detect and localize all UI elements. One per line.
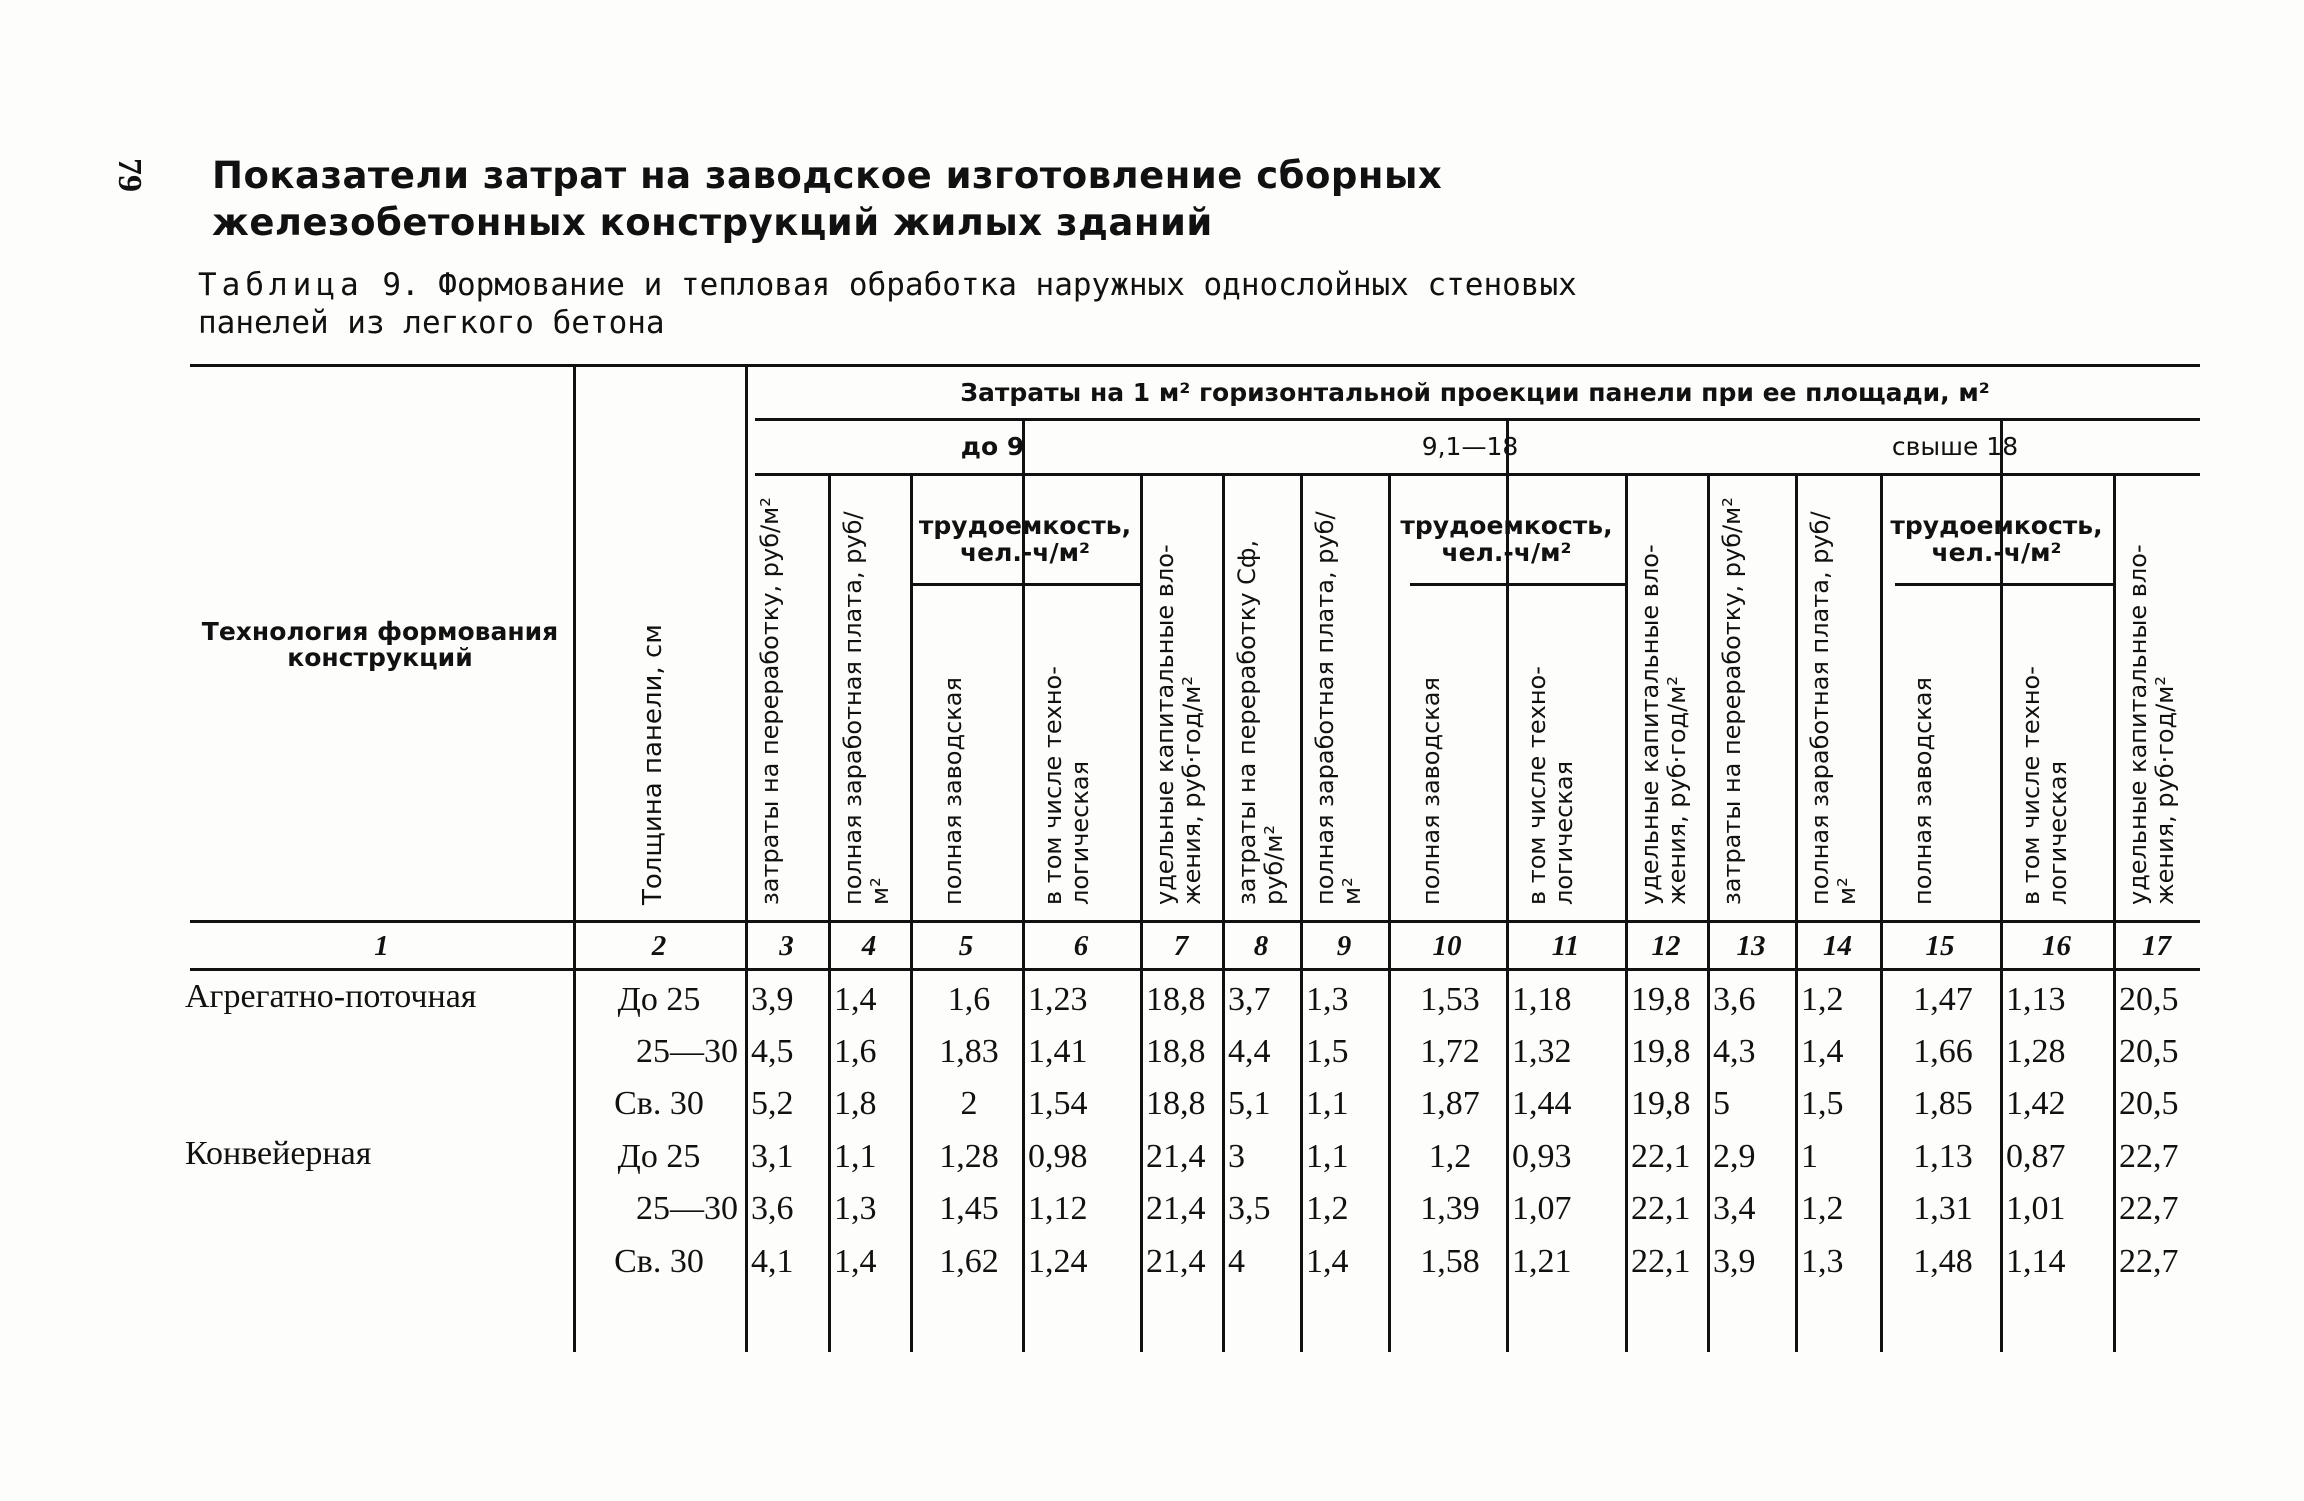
table-cell: 1,87	[1420, 1085, 1480, 1122]
table-cell: 18,8	[1146, 1085, 1206, 1122]
table-cell: 1,4	[834, 1243, 877, 1280]
table-cell: 1,8	[834, 1085, 877, 1122]
wages-header: полная заработная плата, руб/м²	[1311, 511, 1366, 905]
table-cell: 3,9	[1713, 1243, 1756, 1280]
table-cell: 3,1	[751, 1138, 794, 1175]
table-cell: 1,31	[1913, 1190, 1973, 1227]
labor-tech-header: в том числе техно- логическая	[1523, 666, 1578, 905]
column-number: 8	[1253, 929, 1269, 962]
table-cell: 1,54	[1028, 1085, 1088, 1122]
table-cell: 1,18	[1512, 981, 1572, 1018]
table-cell: 1,48	[1913, 1243, 1973, 1280]
column-number: 6	[1073, 929, 1089, 962]
technology-header: Технология формования конструкций	[201, 617, 559, 672]
column-number: 13	[1736, 929, 1766, 962]
table-cell: 21,4	[1146, 1190, 1206, 1227]
table-cell: 4	[1228, 1243, 1245, 1280]
table-cell: 3,6	[751, 1190, 794, 1227]
rule	[755, 418, 2200, 421]
table-cell: 3,9	[751, 981, 794, 1018]
rule	[1410, 583, 1625, 586]
table-cell: 4,1	[751, 1243, 794, 1280]
processing-cost-header: затраты на переработку Сф, руб/м²	[1233, 539, 1288, 905]
table-cell: 1,23	[1028, 981, 1088, 1018]
table-cell: 3,6	[1713, 981, 1756, 1018]
table-cell: 1,47	[1913, 981, 1973, 1018]
technology-label: Конвейерная	[185, 1135, 372, 1172]
table-cell: 1,28	[939, 1138, 999, 1175]
thickness-header: Толщина панели, см	[638, 624, 668, 905]
labor-header: трудоемкость, чел.-ч/м²	[1400, 511, 1613, 567]
table-cell: 1,5	[1801, 1085, 1844, 1122]
column-number: 12	[1651, 929, 1681, 962]
labor-tech-header: в том числе техно- логическая	[2017, 666, 2072, 905]
table-cell: 1,4	[1306, 1243, 1349, 1280]
table-cell: 1,01	[2006, 1190, 2066, 1227]
column-numbers-rule	[190, 968, 2200, 971]
column-number: 2	[651, 929, 667, 962]
table-cell: 1,2	[1306, 1190, 1349, 1227]
rule	[1895, 583, 2113, 586]
table-cell: 1,13	[2006, 981, 2066, 1018]
table-cell: 1,85	[1913, 1085, 1973, 1122]
processing-cost-header: затраты на переработку, руб/м²	[1718, 497, 1746, 905]
column-number: 15	[1925, 929, 1955, 962]
table-cell: 19,8	[1631, 1033, 1691, 1070]
table-cell: 1,2	[1801, 1190, 1844, 1227]
table-top-rule	[190, 364, 2200, 367]
table-cell: 22,7	[2119, 1190, 2179, 1227]
column-number: 9	[1336, 929, 1352, 962]
table-cell: 1	[1801, 1138, 1818, 1175]
costs-group-header: Затраты на 1 м² горизонтальной проекции панели при ее площади, м²	[960, 377, 1990, 407]
table-cell: 1,21	[1512, 1243, 1572, 1280]
table-cell: 1,3	[834, 1190, 877, 1227]
thickness-value: До 25	[617, 981, 701, 1018]
labor-header: трудоемкость, чел.-ч/м²	[918, 511, 1132, 567]
labor-total-header: полная заводская	[1909, 677, 1937, 905]
wages-header: полная заработная плата, руб/м²	[1806, 511, 1861, 905]
table-cell: 20,5	[2119, 1085, 2179, 1122]
table-cell: 5	[1713, 1085, 1730, 1122]
table-cell: 5,2	[751, 1085, 794, 1122]
table-cell: 1,58	[1420, 1243, 1480, 1280]
capital-header: удельные капитальные вло- жения, руб·год/м²	[1151, 544, 1206, 905]
column-number: 17	[2142, 929, 2171, 962]
table-cell: 19,8	[1631, 981, 1691, 1018]
column-number: 11	[1551, 929, 1580, 962]
table-cell: 21,4	[1146, 1138, 1206, 1175]
table-cell: 20,5	[2119, 981, 2179, 1018]
labor-total-header: полная заводская	[1417, 677, 1445, 905]
table-cell: 1,1	[1306, 1138, 1349, 1175]
rule	[755, 473, 2200, 476]
table-cell: 22,1	[1631, 1243, 1691, 1280]
table-cell: 0,87	[2006, 1138, 2066, 1175]
table-cell: 1,2	[1428, 1138, 1472, 1175]
table-cell: 0,93	[1512, 1138, 1572, 1175]
column-number: 4	[861, 929, 877, 962]
table-cell: 1,4	[1801, 1033, 1844, 1070]
table-cell: 1,1	[834, 1138, 877, 1175]
thickness-value: До 25	[617, 1138, 701, 1175]
labor-header: трудоемкость, чел.-ч/м²	[1890, 511, 2103, 567]
table-cell: 3	[1228, 1138, 1245, 1175]
table-cell: 18,8	[1146, 1033, 1206, 1070]
column-number: 16	[2042, 929, 2071, 962]
table-cell: 22,1	[1631, 1190, 1691, 1227]
table-cell: 1,44	[1512, 1085, 1572, 1122]
column-number: 3	[779, 929, 794, 962]
table-cell: 1,6	[947, 981, 991, 1018]
table-cell: 1,83	[939, 1033, 999, 1070]
table-cell: 1,4	[834, 981, 877, 1018]
rule	[573, 364, 576, 1352]
table-cell: 3,5	[1228, 1190, 1271, 1227]
title-line-1: Показатели затрат на заводское изготовление сборных	[212, 154, 1443, 197]
table-cell: 3,7	[1228, 981, 1271, 1018]
table-cell: 1,3	[1306, 981, 1349, 1018]
area-group-header: 9,1—18	[1421, 431, 1519, 461]
caption-text-1: 9. Формование и тепловая обработка наружных однослойных стеновых	[363, 267, 1577, 303]
wages-header: полная заработная плата, руб/м²	[839, 511, 894, 905]
caption-line-2: панелей из легкого бетона	[198, 305, 665, 341]
column-number: 14	[1823, 929, 1852, 962]
caption-lead: Таблица	[198, 267, 364, 303]
title-line-2: железобетонных конструкций жилых зданий	[212, 201, 1213, 244]
table-cell: 1,45	[939, 1190, 999, 1227]
table-cell: 19,8	[1631, 1085, 1691, 1122]
table-cell: 1,07	[1512, 1190, 1572, 1227]
table-cell: 21,4	[1146, 1243, 1206, 1280]
table-cell: 1,24	[1028, 1243, 1088, 1280]
table-cell: 1,6	[834, 1033, 877, 1070]
table-cell: 20,5	[2119, 1033, 2179, 1070]
labor-tech-header: в том числе техно- логическая	[1039, 666, 1094, 905]
table-cell: 2,9	[1713, 1138, 1756, 1175]
thickness-value: 25—30	[636, 1033, 738, 1070]
labor-total-header: полная заводская	[939, 677, 967, 905]
header-bottom-rule	[190, 920, 2200, 923]
table-cell: 22,7	[2119, 1243, 2179, 1280]
processing-cost-header: затраты на переработку, руб/м²	[756, 497, 784, 905]
table-cell: 1,1	[1306, 1085, 1349, 1122]
technology-label: Агрегатно-поточная	[185, 978, 477, 1015]
table-cell: 1,72	[1420, 1033, 1480, 1070]
table-cell: 1,39	[1420, 1190, 1480, 1227]
table-cell: 3,4	[1713, 1190, 1756, 1227]
table-cell: 1,32	[1512, 1033, 1572, 1070]
table-cell: 1,42	[2006, 1085, 2066, 1122]
table-cell: 1,28	[2006, 1033, 2066, 1070]
area-group-header: до 9	[960, 431, 1025, 461]
table-cell: 4,5	[751, 1033, 794, 1070]
table-cell: 1,62	[939, 1243, 999, 1280]
capital-header: удельные капитальные вло- жения, руб·год/м²	[2124, 544, 2179, 905]
table-cell: 1,2	[1801, 981, 1844, 1018]
table-cell: 1,66	[1913, 1033, 1973, 1070]
table-cell: 1,14	[2006, 1243, 2066, 1280]
thickness-value: 25—30	[636, 1190, 738, 1227]
table-cell: 5,1	[1228, 1085, 1271, 1122]
table-cell: 1,13	[1913, 1138, 1973, 1175]
page-number: 79	[111, 158, 148, 192]
area-group-header: свыше 18	[1891, 431, 2019, 461]
table-cell: 1,41	[1028, 1033, 1088, 1070]
column-number: 5	[958, 929, 974, 962]
rule	[910, 583, 1140, 586]
thickness-value: Св. 30	[614, 1243, 704, 1280]
table-cell: 2	[960, 1085, 978, 1122]
table-cell: 1,5	[1306, 1033, 1349, 1070]
capital-header: удельные капитальные вло- жения, руб·год/м²	[1636, 544, 1691, 905]
table-cell: 0,98	[1028, 1138, 1088, 1175]
table-cell: 22,7	[2119, 1138, 2179, 1175]
table-cell: 1,12	[1028, 1190, 1088, 1227]
table-cell: 18,8	[1146, 981, 1206, 1018]
thickness-value: Св. 30	[614, 1085, 704, 1122]
column-number: 7	[1173, 929, 1189, 962]
table-cell: 1,53	[1420, 981, 1480, 1018]
table-cell: 22,1	[1631, 1138, 1691, 1175]
table-cell: 4,3	[1713, 1033, 1756, 1070]
column-number: 10	[1432, 929, 1462, 962]
column-number: 1	[374, 929, 389, 962]
table-cell: 4,4	[1228, 1033, 1271, 1070]
table-cell: 1,3	[1801, 1243, 1844, 1280]
